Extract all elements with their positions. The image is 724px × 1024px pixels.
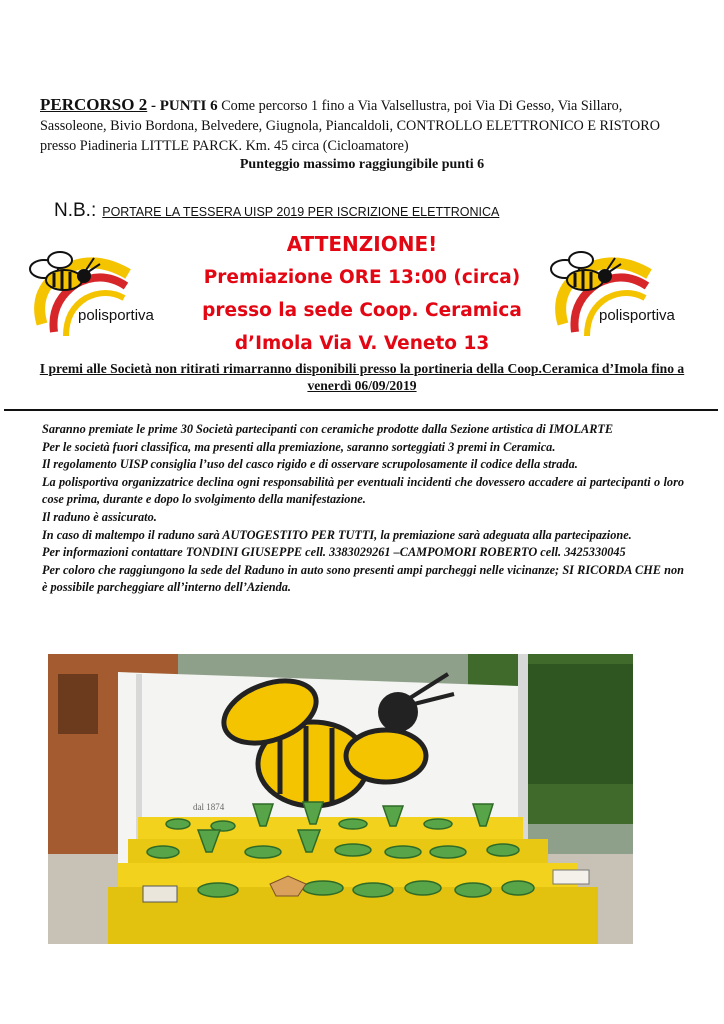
note-line: Saranno premiate le prime 30 Società partecipanti con ceramiche prodotte dalla Sezione artistica di IMOLARTE — [42, 422, 614, 436]
percorso-points: - PUNTI 6 — [147, 98, 218, 114]
note-line: Il regolamento UISP consiglia l’uso del casco rigido e di osservare scrupolosamente il codice della strada. — [42, 457, 578, 472]
logo-text: polisportiva — [599, 307, 675, 324]
ceramics-photo-image — [48, 654, 633, 944]
percorso-title: PERCORSO 2 — [40, 95, 148, 114]
notes-block — [42, 421, 684, 597]
attention-heading: ATTENZIONE! — [286, 232, 438, 256]
note-line: In caso di maltempo il raduno sarà AUTOGESTITO PER TUTTI, la premiazione sarà adeguata alla partecipazione. — [42, 527, 632, 542]
note-line: Per coloro che raggiungono la sede del Raduno in auto sono presenti ampi parcheggi nelle vicinanze; SI RICORDA CHE non è possibile parcheggiare all’interno dell’Azienda. — [42, 562, 684, 595]
prizes-notice: I premi alle Società non ritirati rimarranno disponibili presso la portineria della Coop.Ceramica d’Imola fino a venerdì 06/09/2019 — [39, 361, 685, 393]
attention-block — [170, 228, 554, 360]
attention-line-3: d’Imola Via V. Veneto 13 — [234, 333, 490, 354]
banner-text-1: dal 1874 — [193, 802, 225, 812]
nb-text: PORTARE LA TESSERA UISP 2019 PER ISCRIZIONE ELETTRONICA — [102, 205, 500, 219]
max-score-line: Punteggio massimo raggiungibile punti 6 — [239, 157, 485, 172]
note-line: Per informazioni contattare TONDINI GIUSEPPE cell. 3383029261 –CAMPOMORI ROBERTO cell. 3425330045 — [42, 545, 626, 560]
polisportiva-logo-right — [545, 244, 695, 356]
attention-line-2: presso la sede Coop. Ceramica — [202, 300, 522, 321]
percorso-description: Come percorso 1 fino a Via Valsellustra, poi Via Di Gesso, Via Sillaro, Sassoleone, Bivio Bordona, Belvedere, Giugnola, Piancaldoli, CONTROLLO ELETTRONICO E RISTORO presso Piadineria LITTLE PARCK. Km. 45 circa (Cicloamatore) — [40, 98, 660, 154]
ceramics-display-photo — [48, 654, 633, 944]
polisportiva-logo-left — [24, 244, 174, 356]
logo-text: polisportiva — [78, 307, 154, 324]
attention-line-1: Premiazione ORE 13:00 (circa) — [203, 267, 521, 288]
note-line: La polisportiva organizzatrice declina ogni responsabilità per eventuali incidenti che dovessero accadere ai partecipanti o loro cose prima, durante e dopo lo svolgimento della manifestazione. — [42, 474, 684, 507]
nb-notice — [54, 200, 499, 222]
note-line: Il raduno è assicurato. — [42, 509, 157, 524]
nb-label: N.B.: — [54, 200, 97, 221]
bee-logo-icon — [24, 244, 174, 356]
percorso-paragraph — [40, 95, 690, 156]
bee-logo-icon — [545, 244, 695, 356]
divider — [4, 409, 718, 411]
note-line: Per le società fuori classifica, ma presenti alla premiazione, saranno sorteggiati 3 premi in Ceramica. — [42, 439, 556, 454]
